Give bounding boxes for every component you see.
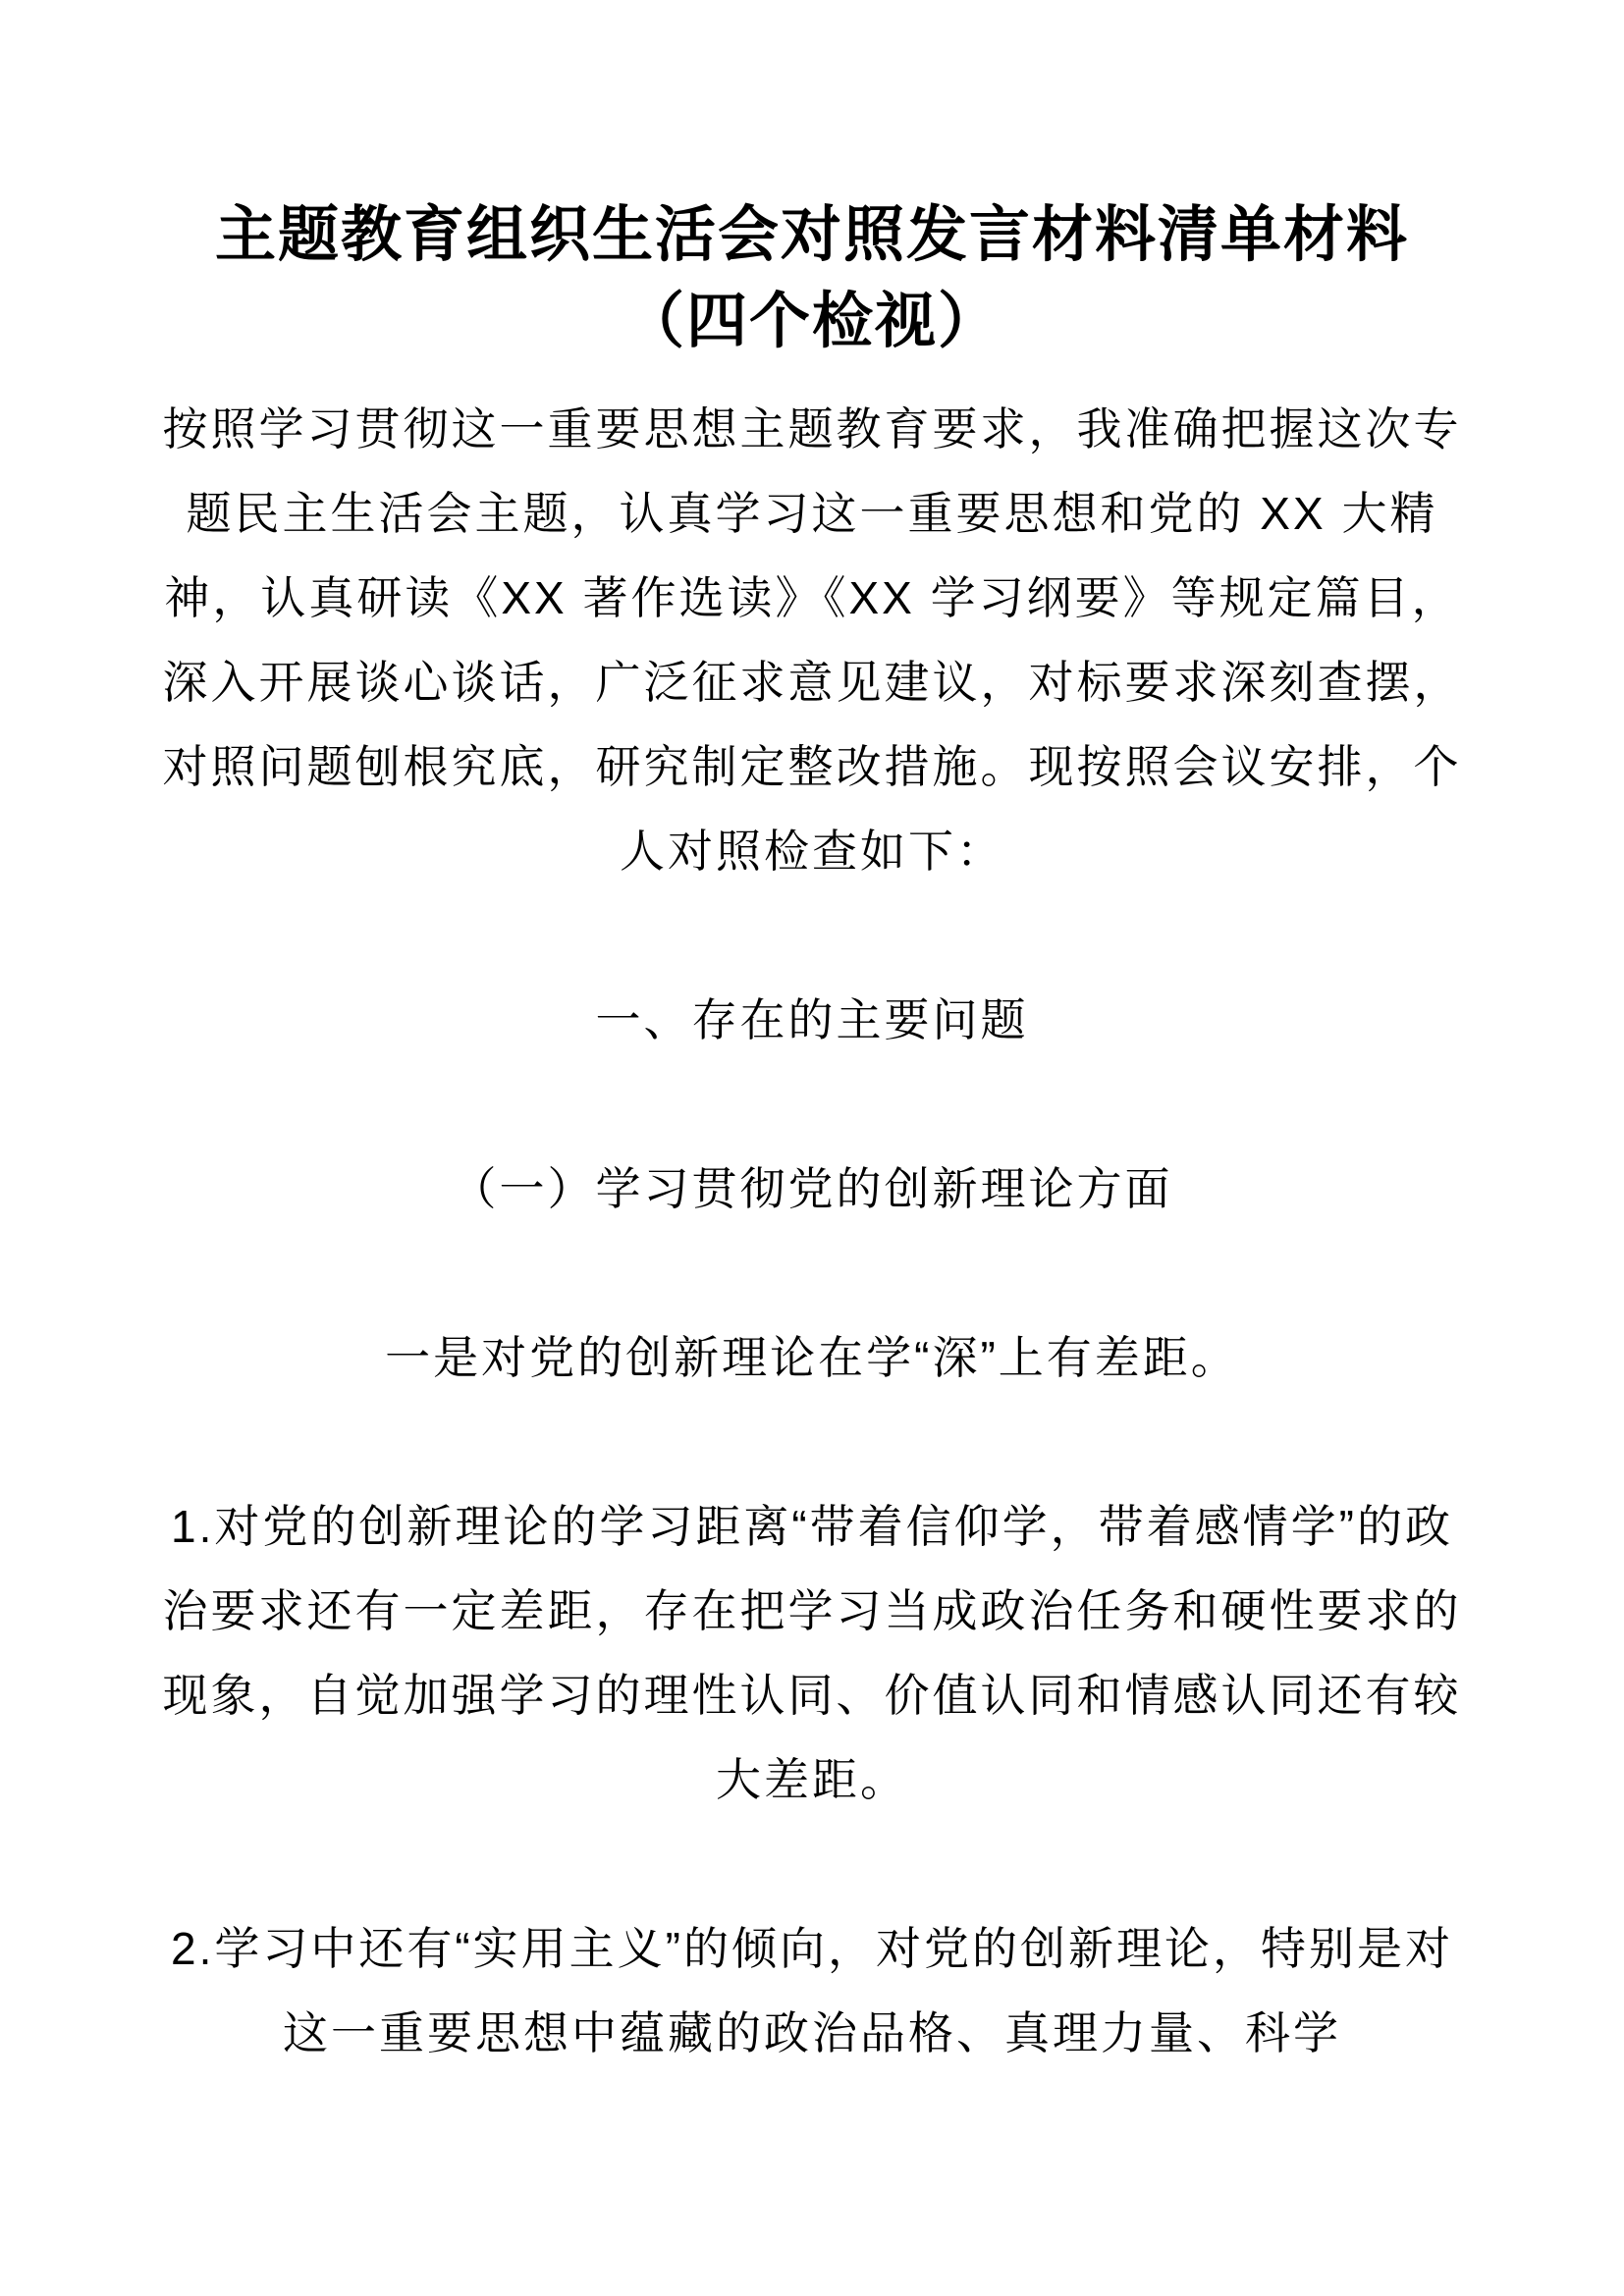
- subsection-heading-innovation-theory: （一）学习贯彻党的创新理论方面: [451, 1163, 1173, 1214]
- document-title: 主题教育组织生活会对照发言材料清单材料（四个检视）: [214, 201, 1409, 355]
- section-heading-main-problems: 一、存在的主要问题: [595, 994, 1029, 1045]
- paragraph-point-1: 1.对党的创新理论的学习距离“带着信仰学，带着感情学”的政治要求还有一定差距，存在把学习当成政治任务和硬性要求的现象，自觉加强学习的理性认同、价值认同和情感认同还有较大差距。: [162, 1501, 1462, 1805]
- paragraph-point-2: 2.学习中还有“实用主义”的倾向，对党的创新理论，特别是对这一重要思想中蕴藏的政治品格、真理力量、科学: [171, 1923, 1453, 2058]
- paragraph-point-lead: 一是对党的创新理论在学“深”上有差距。: [385, 1332, 1239, 1383]
- paragraph-intro: 按照学习贯彻这一重要思想主题教育要求，我准确把握这次专题民主生活会主题，认真学习这一重要思想和党的 XX 大精神，认真研读《XX 著作选读》《XX 学习纲要》等规定篇目，深入开展谈心谈话，广泛征求意见建议，对标要求深刻查摆，对照问题刨根究底，研究制定整改措施。现按照会议安排，个人对照检查如下：: [162, 403, 1462, 877]
